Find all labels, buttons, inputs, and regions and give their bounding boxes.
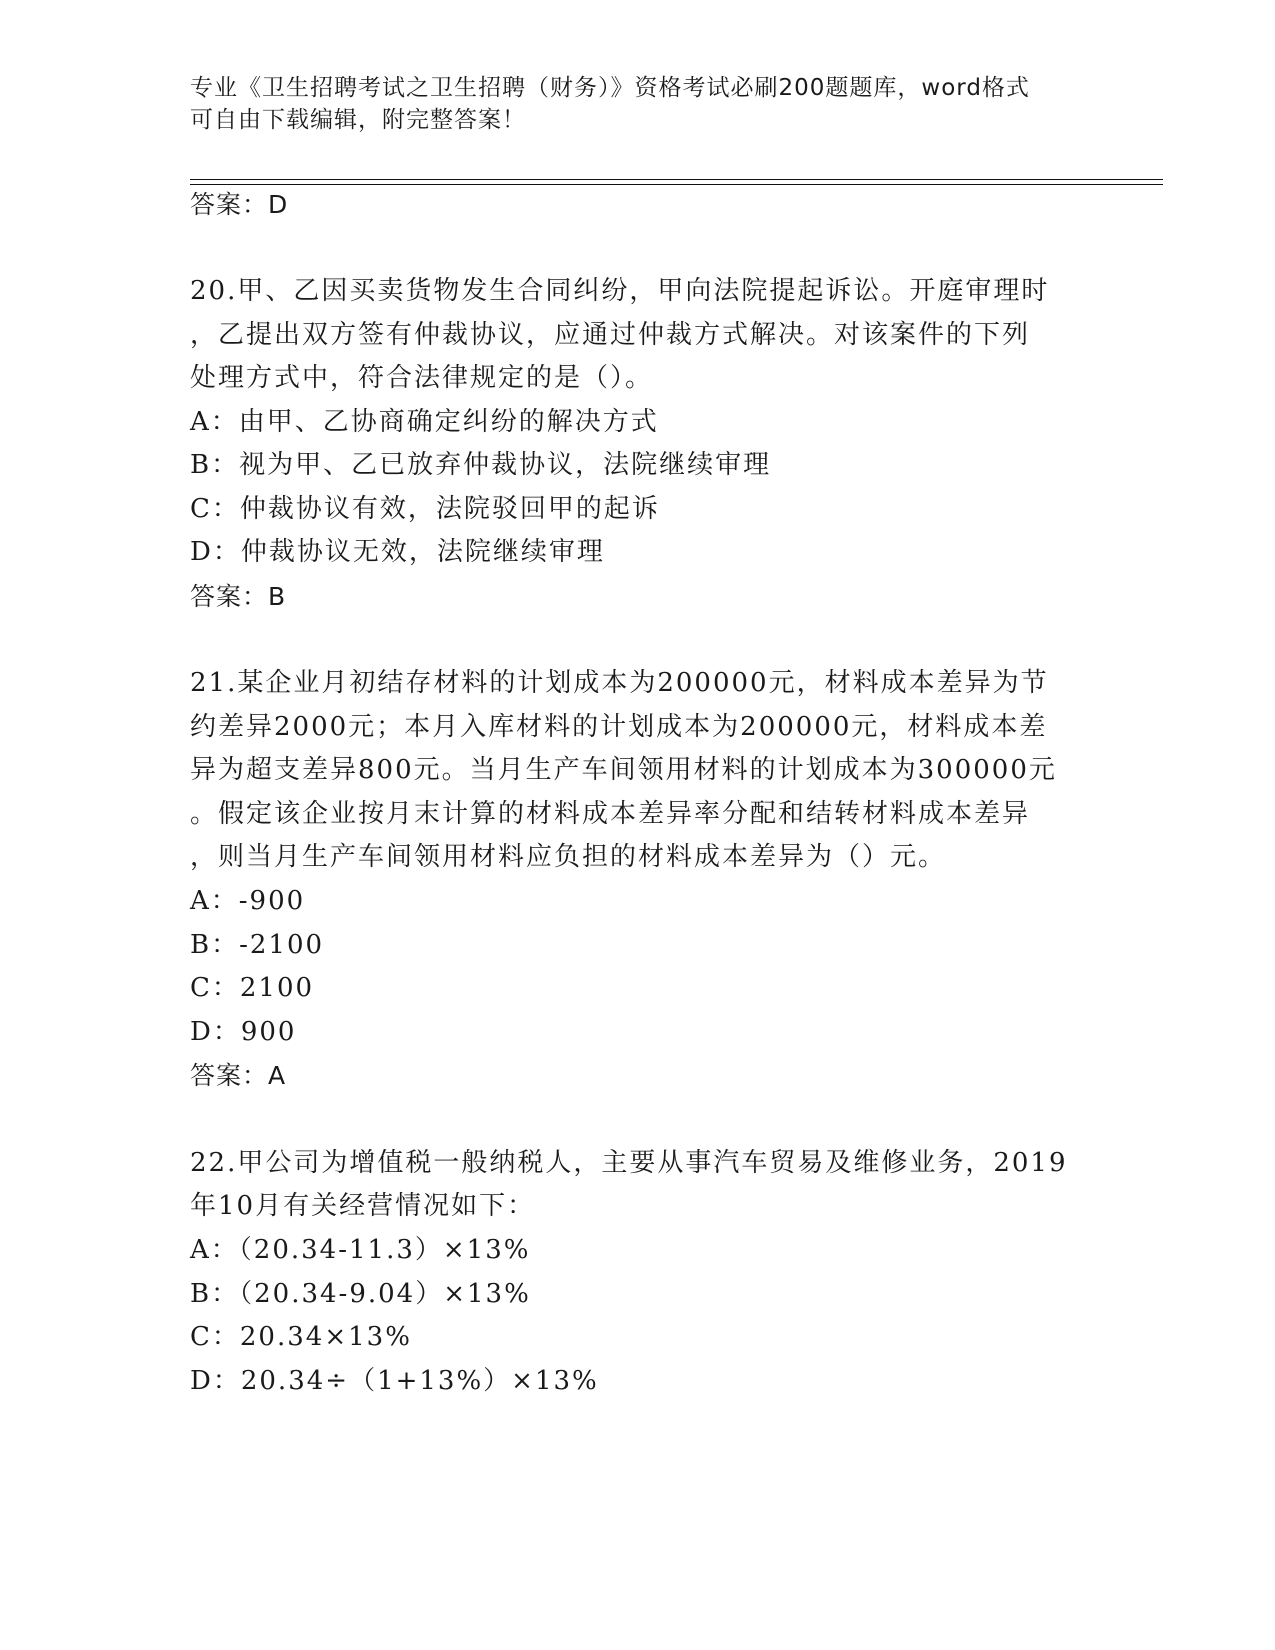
header-line-1: 专业《卫生招聘考试之卫生招聘（财务）》资格考试必刷200题题库，word格式: [190, 75, 1030, 101]
q21-stem-line-4: 。假定该企业按月末计算的材料成本差异率分配和结转材料成本差异: [190, 799, 1031, 829]
q22-option-b: B：（20.34-9.04）×13%: [190, 1279, 531, 1309]
q21-option-d: D：900: [190, 1017, 297, 1047]
q22-option-a: A：（20.34-11.3）×13%: [190, 1235, 531, 1265]
q20-stem-line-2: ，乙提出双方签有仲裁协议，应通过仲裁方式解决。对该案件的下列: [190, 320, 1031, 350]
q21-option-b: B：-2100: [190, 930, 325, 960]
header-divider-top: [190, 179, 1163, 180]
q22-stem-line-1: 22.甲公司为增值税一般纳税人，主要从事汽车贸易及维修业务，2019: [190, 1148, 1068, 1178]
q20-option-a: A：由甲、乙协商确定纠纷的解决方式: [190, 407, 659, 437]
answer-q20: 答案：B: [190, 582, 287, 611]
q22-option-d: D：20.34÷（1+13%）×13%: [190, 1366, 599, 1396]
q20-option-b: B：视为甲、乙已放弃仲裁协议，法院继续审理: [190, 450, 772, 480]
q20-stem-line-3: 处理方式中，符合法律规定的是（）。: [190, 363, 654, 393]
q21-stem-line-2: 约差异2000元；本月入库材料的计划成本为200000元，材料成本差: [190, 712, 1048, 742]
q21-stem-line-5: ，则当月生产车间领用材料应负担的材料成本差异为（）元。: [190, 842, 947, 872]
q20-stem-line-1: 20.甲、乙因买卖货物发生合同纠纷，甲向法院提起诉讼。开庭审理时: [190, 276, 1050, 306]
q20-option-c: C：仲裁协议有效，法院驳回甲的起诉: [190, 494, 660, 524]
q22-stem-line-2: 年10月有关经营情况如下：: [190, 1191, 536, 1221]
q21-option-c: C：2100: [190, 973, 315, 1003]
q21-stem-line-3: 异为超支差异800元。当月生产车间领用材料的计划成本为300000元: [190, 755, 1057, 785]
answer-q21: 答案：A: [190, 1061, 287, 1090]
q21-stem-line-1: 21.某企业月初结存材料的计划成本为200000元，材料成本差异为节: [190, 668, 1049, 698]
header-divider-bottom: [190, 184, 1163, 185]
document-header: [190, 72, 1090, 136]
answer-q19: 答案：D: [190, 190, 289, 219]
q22-option-c: C：20.34×13%: [190, 1322, 412, 1352]
header-line-2: 可自由下载编辑，附完整答案！: [190, 107, 526, 133]
q20-option-d: D：仲裁协议无效，法院继续审理: [190, 537, 605, 567]
q21-option-a: A：-900: [190, 886, 306, 916]
